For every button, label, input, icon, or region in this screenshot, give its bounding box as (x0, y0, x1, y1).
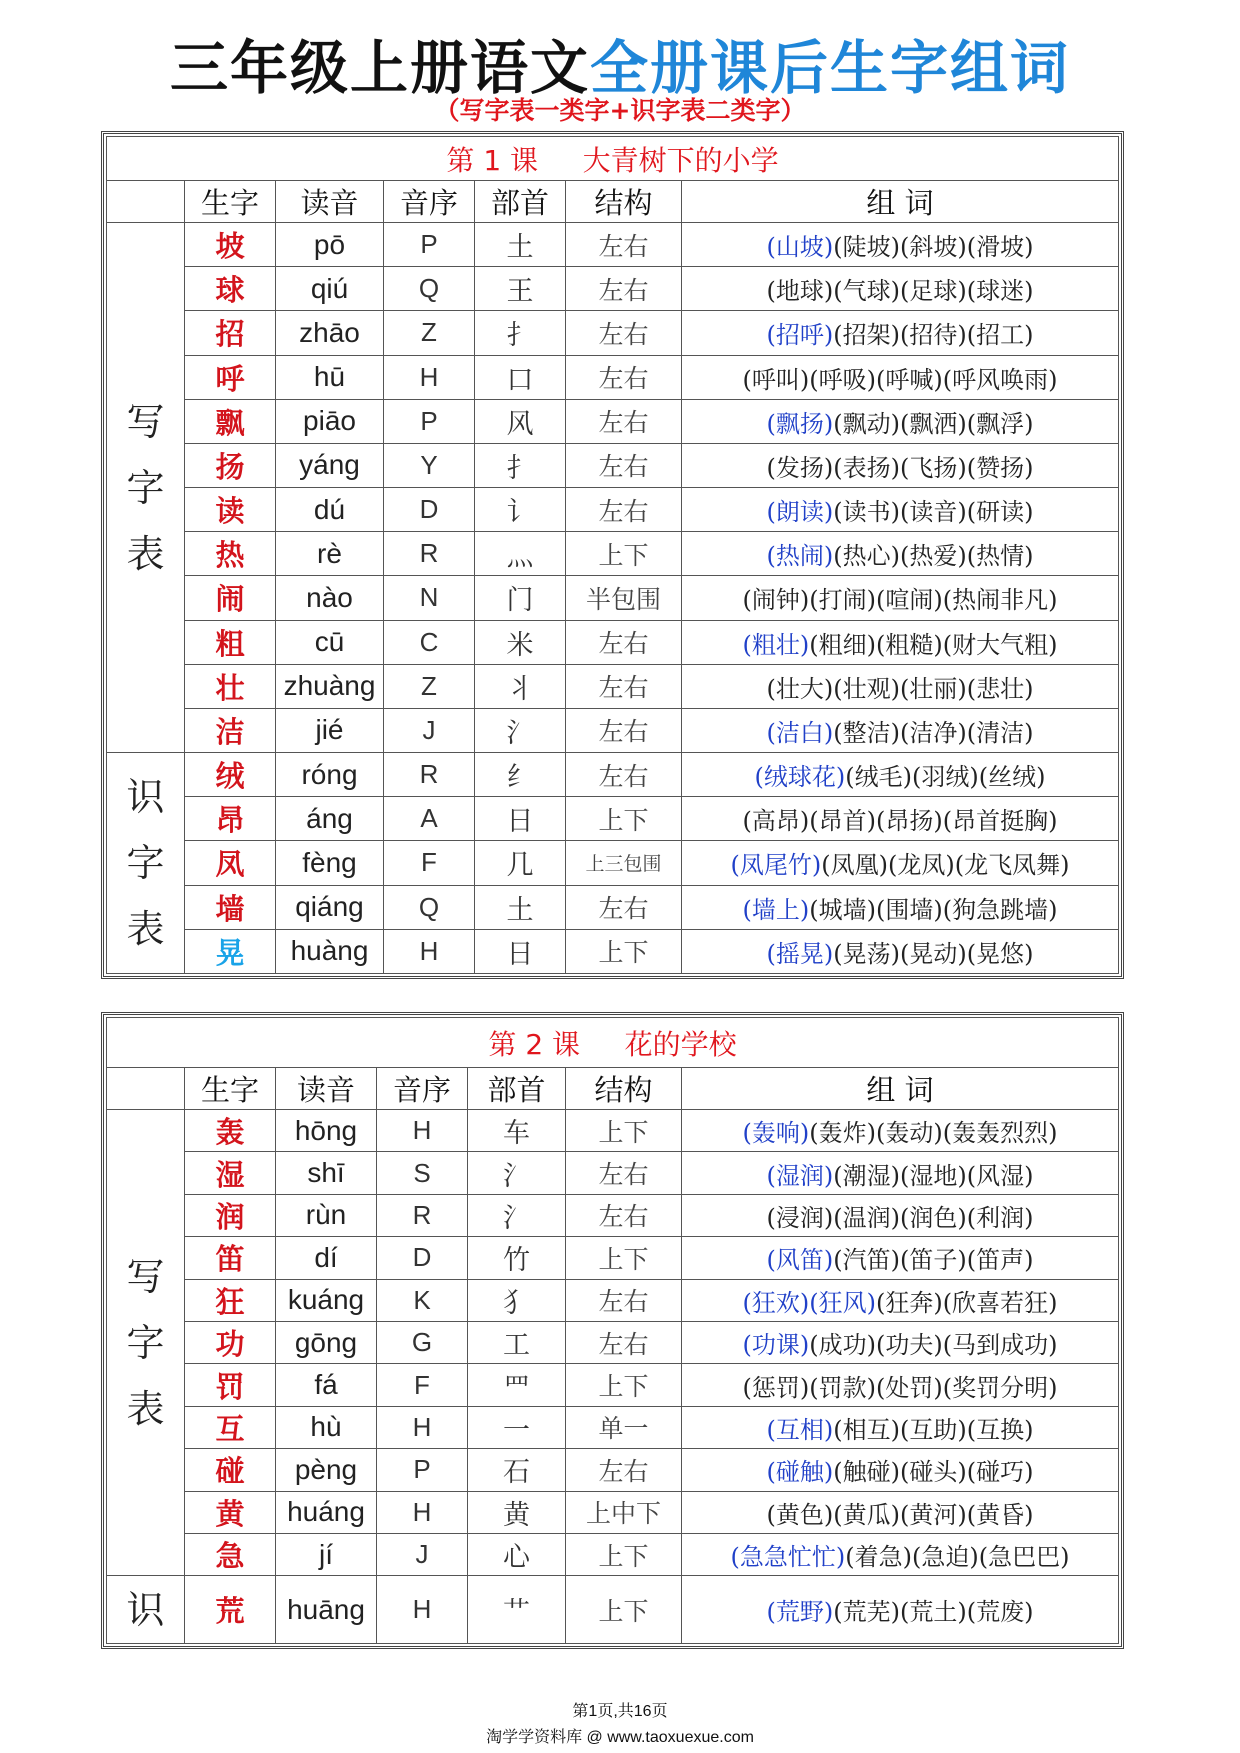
words-cell (682, 1110, 1119, 1152)
structure-cell: 半包围 (566, 576, 682, 620)
word-list: (黄色)(黄瓜)(黄河)(黄昏) (766, 1500, 1034, 1529)
char-cell: 昂 (185, 797, 276, 841)
pinyin-cell: rè (276, 532, 384, 576)
structure-cell: 左右 (566, 355, 682, 399)
words-cell (682, 1279, 1119, 1321)
radical-cell: 艹 (468, 1576, 566, 1644)
radical-cell: 口 (475, 355, 566, 399)
order-cell: C (384, 620, 475, 664)
highlight-word: (绒球花) (754, 763, 846, 792)
table-row (107, 443, 1119, 487)
radical-cell: 竹 (468, 1237, 566, 1279)
char-cell: 墙 (185, 885, 276, 929)
table-row (107, 620, 1119, 664)
lesson-number: 第 2 课 (488, 1027, 581, 1061)
structure-cell: 上三包围 (566, 841, 682, 885)
group-label (107, 223, 185, 753)
lesson-number: 第 1 课 (446, 143, 539, 177)
char-cell: 荒 (185, 1576, 276, 1644)
order-cell: J (377, 1533, 468, 1575)
char-cell: 互 (185, 1406, 276, 1448)
word-list: (成功)(功夫)(马到成功) (809, 1331, 1058, 1360)
structure-cell: 左右 (566, 399, 682, 443)
structure-cell: 左右 (566, 664, 682, 708)
column-header: 部首 (475, 181, 566, 223)
char-cell: 润 (185, 1194, 276, 1236)
column-header: 音序 (377, 1068, 468, 1110)
column-header: 部首 (468, 1068, 566, 1110)
order-cell: P (384, 223, 475, 267)
lesson-title (107, 137, 1119, 181)
table-row (107, 532, 1119, 576)
table-row (107, 1279, 1119, 1321)
pinyin-cell: fá (276, 1364, 377, 1406)
structure-cell: 上下 (566, 1364, 682, 1406)
radical-cell: 纟 (475, 753, 566, 797)
structure-cell: 上下 (566, 1110, 682, 1152)
table-row (107, 1152, 1119, 1194)
pinyin-cell: zhāo (276, 311, 384, 355)
lesson-name: 大青树下的小学 (582, 143, 779, 177)
char-cell: 湿 (185, 1152, 276, 1194)
pinyin-cell: piāo (276, 399, 384, 443)
pinyin-cell: hōng (276, 1110, 377, 1152)
order-cell: H (384, 355, 475, 399)
words-cell (682, 355, 1119, 399)
word-list: (汽笛)(笛子)(笛声) (833, 1246, 1034, 1275)
column-header-blank (107, 1068, 185, 1110)
structure-cell: 左右 (566, 620, 682, 664)
pinyin-cell: qiáng (276, 885, 384, 929)
structure-cell: 左右 (566, 311, 682, 355)
pinyin-cell: jié (276, 708, 384, 752)
char-cell: 坡 (185, 223, 276, 267)
pinyin-cell: róng (276, 753, 384, 797)
radical-cell: 日 (475, 929, 566, 973)
radical-cell: 车 (468, 1110, 566, 1152)
words-cell (682, 1194, 1119, 1236)
char-cell: 狂 (185, 1279, 276, 1321)
table-row (107, 488, 1119, 532)
pinyin-cell: pō (276, 223, 384, 267)
radical-cell: 氵 (468, 1194, 566, 1236)
page-title (0, 34, 1240, 102)
word-list: (凤凰)(龙凤)(龙飞凤舞) (821, 851, 1070, 880)
pinyin-cell: pèng (276, 1449, 377, 1491)
char-cell: 绒 (185, 753, 276, 797)
highlight-word: (狂欢)(狂风) (742, 1288, 876, 1317)
pinyin-cell: jí (276, 1533, 377, 1575)
radical-cell: 米 (475, 620, 566, 664)
radical-cell: 石 (468, 1449, 566, 1491)
words-cell (682, 1449, 1119, 1491)
structure-cell: 单一 (566, 1406, 682, 1448)
char-cell: 粗 (185, 620, 276, 664)
words-cell (682, 267, 1119, 311)
highlight-word: (轰响) (742, 1119, 810, 1148)
pinyin-cell: cū (276, 620, 384, 664)
words-cell (682, 1406, 1119, 1448)
word-list: (城墙)(围墙)(狗急跳墙) (809, 895, 1058, 924)
word-list: (呼叫)(呼吸)(呼喊)(呼风唤雨) (742, 365, 1058, 394)
radical-cell: 灬 (475, 532, 566, 576)
order-cell: Z (384, 311, 475, 355)
words-cell (682, 620, 1119, 664)
structure-cell: 左右 (566, 1449, 682, 1491)
group-label-text: 写 字 表 (126, 1254, 165, 1431)
column-header: 音序 (384, 181, 475, 223)
pinyin-cell: huāng (276, 1576, 377, 1644)
highlight-word: (功课) (742, 1331, 810, 1360)
order-cell: F (384, 841, 475, 885)
lesson-table-2 (101, 1012, 1124, 1649)
table-row (107, 576, 1119, 620)
table-row (107, 708, 1119, 752)
structure-cell: 左右 (566, 1321, 682, 1363)
words-cell (682, 1152, 1119, 1194)
order-cell: P (377, 1449, 468, 1491)
table-row (107, 399, 1119, 443)
table-row (107, 841, 1119, 885)
column-header-row (107, 181, 1119, 223)
char-cell: 急 (185, 1533, 276, 1575)
column-header: 读音 (276, 1068, 377, 1110)
radical-cell: 一 (468, 1406, 566, 1448)
table-row (107, 355, 1119, 399)
words-cell (682, 929, 1119, 973)
group-label (107, 1576, 185, 1644)
order-cell: A (384, 797, 475, 841)
words-cell (682, 399, 1119, 443)
radical-cell: 土 (475, 223, 566, 267)
table-row (107, 267, 1119, 311)
highlight-word: (山坡) (766, 233, 834, 262)
pinyin-cell: dí (276, 1237, 377, 1279)
lesson-header-row (107, 1018, 1119, 1068)
radical-cell: 扌 (475, 311, 566, 355)
word-list: (闹钟)(打闹)(喧闹)(热闹非凡) (742, 586, 1058, 615)
column-header: 生字 (185, 181, 276, 223)
words-cell (682, 1321, 1119, 1363)
table-row (107, 1321, 1119, 1363)
column-header-blank (107, 181, 185, 223)
table-row (107, 1533, 1119, 1575)
char-cell: 读 (185, 488, 276, 532)
pinyin-cell: hū (276, 355, 384, 399)
group-label-text: 识 字 表 (126, 775, 165, 952)
words-cell (682, 885, 1119, 929)
words-cell (682, 223, 1119, 267)
char-cell: 扬 (185, 443, 276, 487)
words-cell (682, 841, 1119, 885)
word-list: (整洁)(洁净)(清洁) (833, 718, 1034, 747)
word-list: (招架)(招待)(招工) (833, 321, 1034, 350)
highlight-word: (湿润) (766, 1161, 834, 1190)
page-number: 第1页,共16页 (572, 1703, 668, 1720)
pinyin-cell: gōng (276, 1321, 377, 1363)
page-title-part1: 三年级上册语文 (169, 34, 590, 102)
words-cell (682, 1491, 1119, 1533)
table-row (107, 1449, 1119, 1491)
order-cell: H (377, 1576, 468, 1644)
lesson-table-1 (101, 131, 1124, 979)
radical-cell: 罒 (468, 1364, 566, 1406)
highlight-word: (风笛) (766, 1246, 834, 1275)
pinyin-cell: nào (276, 576, 384, 620)
order-cell: F (377, 1364, 468, 1406)
structure-cell: 上下 (566, 929, 682, 973)
char-cell: 球 (185, 267, 276, 311)
word-list: (读书)(读音)(研读) (833, 498, 1034, 527)
structure-cell: 上下 (566, 797, 682, 841)
radical-cell: 土 (475, 885, 566, 929)
char-cell: 晃 (185, 929, 276, 973)
table-row (107, 885, 1119, 929)
words-cell (682, 708, 1119, 752)
structure-cell: 左右 (566, 1194, 682, 1236)
table-row (107, 1194, 1119, 1236)
column-header: 组 词 (682, 1068, 1119, 1110)
column-header: 组 词 (682, 181, 1119, 223)
table-row (107, 1406, 1119, 1448)
char-cell: 呼 (185, 355, 276, 399)
group-label-text: 写 字 表 (126, 399, 165, 576)
order-cell: R (384, 753, 475, 797)
highlight-word: (飘扬) (766, 409, 834, 438)
radical-cell: 氵 (475, 708, 566, 752)
radical-cell: 犭 (468, 1279, 566, 1321)
radical-cell: 门 (475, 576, 566, 620)
order-cell: H (377, 1110, 468, 1152)
structure-cell: 上下 (566, 532, 682, 576)
pinyin-cell: hù (276, 1406, 377, 1448)
page-subtitle: （写字表一类字+识字表二类字） (434, 96, 806, 125)
word-list: (轰炸)(轰动)(轰轰烈烈) (809, 1119, 1058, 1148)
word-list: (相互)(互助)(互换) (833, 1415, 1034, 1444)
structure-cell: 左右 (566, 753, 682, 797)
structure-cell: 上中下 (566, 1491, 682, 1533)
table-row (107, 311, 1119, 355)
structure-cell: 左右 (566, 885, 682, 929)
word-list: (壮大)(壮观)(壮丽)(悲壮) (766, 674, 1034, 703)
order-cell: Z (384, 664, 475, 708)
highlight-word: (凤尾竹) (730, 851, 822, 880)
words-cell (682, 1576, 1119, 1644)
word-list: (晃荡)(晃动)(晃悠) (833, 939, 1034, 968)
structure-cell: 左右 (566, 488, 682, 532)
pinyin-cell: huàng (276, 929, 384, 973)
word-list: (粗细)(粗糙)(财大气粗) (809, 630, 1058, 659)
char-cell: 飘 (185, 399, 276, 443)
column-header: 结构 (566, 1068, 682, 1110)
radical-cell: 丬 (475, 664, 566, 708)
word-list: (着急)(急迫)(急巴巴) (845, 1543, 1070, 1572)
order-cell: N (384, 576, 475, 620)
word-list: (绒毛)(羽绒)(丝绒) (845, 763, 1046, 792)
order-cell: Y (384, 443, 475, 487)
word-list: (浸润)(温润)(润色)(利润) (766, 1203, 1034, 1232)
highlight-word: (粗壮) (742, 630, 810, 659)
structure-cell: 上下 (566, 1533, 682, 1575)
highlight-word: (急急忙忙) (730, 1543, 846, 1572)
char-cell: 凤 (185, 841, 276, 885)
word-list: (热心)(热爱)(热情) (833, 542, 1034, 571)
order-cell: D (384, 488, 475, 532)
words-cell (682, 1533, 1119, 1575)
highlight-word: (墙上) (742, 895, 810, 924)
words-cell (682, 1237, 1119, 1279)
table-row (107, 753, 1119, 797)
order-cell: J (384, 708, 475, 752)
column-header-row (107, 1068, 1119, 1110)
word-list: (地球)(气球)(足球)(球迷) (766, 277, 1034, 306)
table-row (107, 1237, 1119, 1279)
words-cell (682, 797, 1119, 841)
pinyin-cell: huáng (276, 1491, 377, 1533)
pinyin-cell: áng (276, 797, 384, 841)
char-cell: 闹 (185, 576, 276, 620)
pinyin-cell: yáng (276, 443, 384, 487)
order-cell: H (377, 1406, 468, 1448)
words-cell (682, 488, 1119, 532)
word-list: (潮湿)(湿地)(风湿) (833, 1161, 1034, 1190)
char-cell: 洁 (185, 708, 276, 752)
char-cell: 热 (185, 532, 276, 576)
word-list: (荒芜)(荒土)(荒废) (833, 1598, 1034, 1627)
structure-cell: 左右 (566, 1152, 682, 1194)
radical-cell: 几 (475, 841, 566, 885)
structure-cell: 左右 (566, 1279, 682, 1321)
order-cell: R (377, 1194, 468, 1236)
highlight-word: (洁白) (766, 718, 834, 747)
char-cell: 碰 (185, 1449, 276, 1491)
order-cell: Q (384, 885, 475, 929)
highlight-word: (朗读) (766, 498, 834, 527)
word-list: (惩罚)(罚款)(处罚)(奖罚分明) (742, 1373, 1058, 1402)
char-cell: 功 (185, 1321, 276, 1363)
column-header: 结构 (566, 181, 682, 223)
table-row (107, 1110, 1119, 1152)
structure-cell: 左右 (566, 223, 682, 267)
order-cell: D (377, 1237, 468, 1279)
word-list: (狂奔)(欣喜若狂) (876, 1288, 1058, 1317)
words-cell (682, 311, 1119, 355)
order-cell: S (377, 1152, 468, 1194)
words-cell (682, 664, 1119, 708)
structure-cell: 左右 (566, 267, 682, 311)
structure-cell: 左右 (566, 708, 682, 752)
order-cell: G (377, 1321, 468, 1363)
structure-cell: 上下 (566, 1576, 682, 1644)
order-cell: Q (384, 267, 475, 311)
word-list: (陡坡)(斜坡)(滑坡) (833, 233, 1034, 262)
highlight-word: (互相) (766, 1415, 834, 1444)
radical-cell: 扌 (475, 443, 566, 487)
structure-cell: 上下 (566, 1237, 682, 1279)
words-cell (682, 753, 1119, 797)
radical-cell: 氵 (468, 1152, 566, 1194)
order-cell: H (384, 929, 475, 973)
table-row (107, 664, 1119, 708)
lesson-name: 花的学校 (624, 1027, 737, 1061)
group-label (107, 1110, 185, 1576)
highlight-word: (荒野) (766, 1598, 834, 1627)
highlight-word: (招呼) (766, 321, 834, 350)
char-cell: 壮 (185, 664, 276, 708)
radical-cell: 日 (475, 797, 566, 841)
radical-cell: 风 (475, 399, 566, 443)
highlight-word: (摇晃) (766, 939, 834, 968)
char-cell: 轰 (185, 1110, 276, 1152)
source-credit: 淘学学资料库 @ www.taoxuexue.com (486, 1729, 754, 1746)
pinyin-cell: zhuàng (276, 664, 384, 708)
table-row (107, 1491, 1119, 1533)
radical-cell: 王 (475, 267, 566, 311)
structure-cell: 左右 (566, 443, 682, 487)
table-row (107, 1576, 1119, 1644)
char-cell: 笛 (185, 1237, 276, 1279)
order-cell: R (384, 532, 475, 576)
radical-cell: 黄 (468, 1491, 566, 1533)
words-cell (682, 1364, 1119, 1406)
order-cell: P (384, 399, 475, 443)
column-header: 读音 (276, 181, 384, 223)
highlight-word: (热闹) (766, 542, 834, 571)
word-list: (高昂)(昂首)(昂扬)(昂首挺胸) (742, 807, 1058, 836)
page-title-part2: 全册课后生字组词 (590, 34, 1071, 102)
word-list: (发扬)(表扬)(飞扬)(赞扬) (766, 453, 1034, 482)
pinyin-cell: kuáng (276, 1279, 377, 1321)
group-label (107, 753, 185, 974)
pinyin-cell: qiú (276, 267, 384, 311)
char-cell: 罚 (185, 1364, 276, 1406)
words-cell (682, 576, 1119, 620)
group-label-text: 识 (126, 1587, 165, 1632)
table-row (107, 223, 1119, 267)
radical-cell: 心 (468, 1533, 566, 1575)
table-row (107, 929, 1119, 973)
pinyin-cell: shī (276, 1152, 377, 1194)
lesson-header-row (107, 137, 1119, 181)
highlight-word: (碰触) (766, 1458, 834, 1487)
table-row (107, 797, 1119, 841)
char-cell: 招 (185, 311, 276, 355)
words-cell (682, 532, 1119, 576)
pinyin-cell: fèng (276, 841, 384, 885)
lesson-title (107, 1018, 1119, 1068)
char-cell: 黄 (185, 1491, 276, 1533)
column-header: 生字 (185, 1068, 276, 1110)
order-cell: K (377, 1279, 468, 1321)
radical-cell: 讠 (475, 488, 566, 532)
order-cell: H (377, 1491, 468, 1533)
word-list: (飘动)(飘洒)(飘浮) (833, 409, 1034, 438)
pinyin-cell: rùn (276, 1194, 377, 1236)
table-row (107, 1364, 1119, 1406)
pinyin-cell: dú (276, 488, 384, 532)
words-cell (682, 443, 1119, 487)
word-list: (触碰)(碰头)(碰巧) (833, 1458, 1034, 1487)
radical-cell: 工 (468, 1321, 566, 1363)
